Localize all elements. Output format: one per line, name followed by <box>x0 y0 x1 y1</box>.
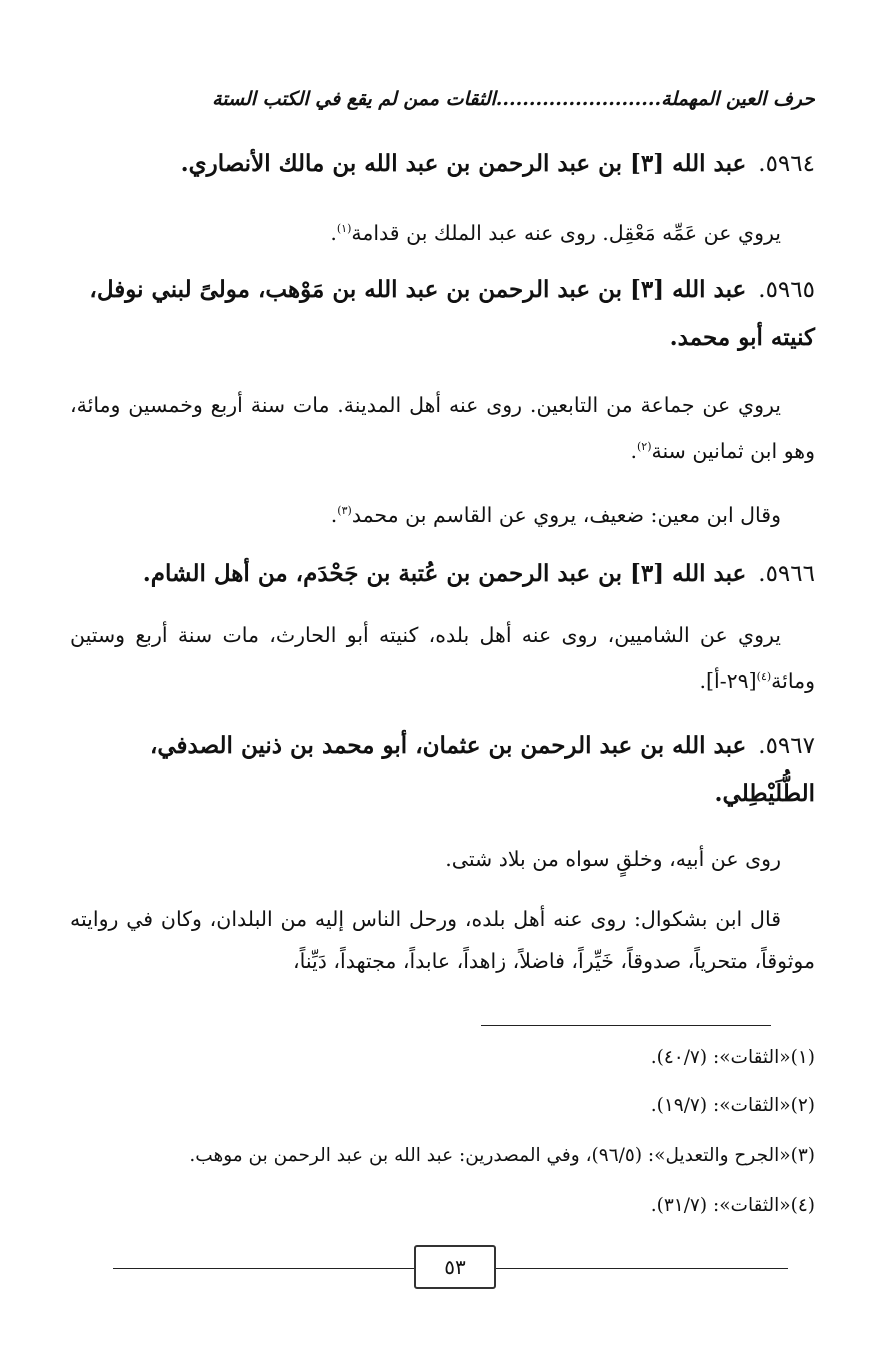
entry-title: عبد الله [٣] بن عبد الرحمن بن عبد الله بن مَوْهب، مولىً لبني نوفل، كنيته أبو محمد. <box>89 276 815 351</box>
paragraph-text: يروي عن جماعة من التابعين. روى عنه أهل المدينة. مات سنة أربع وخمسين ومائة، وهو ابن ثمانين سنة <box>70 393 815 463</box>
footer-rule-left <box>113 1268 414 1269</box>
entry-paragraph <box>70 838 815 880</box>
entry-title: عبد الله [٣] بن عبد الرحمن بن عبد الله بن مالك الأنصاري. <box>180 150 747 177</box>
paragraph-text: يروي عن الشاميين، روى عنه أهل بلده، كنيته أبو الحارث، مات سنة أربع وستين ومائة <box>70 623 815 693</box>
entry-heading <box>70 266 815 362</box>
entry-paragraph <box>70 384 815 472</box>
page-number <box>414 1245 496 1289</box>
entry-number: ٥٩٦٥. <box>758 277 815 303</box>
footnote: (٤)«الثقات»: (٣١/٧). <box>650 1195 815 1216</box>
paragraph-end: . <box>330 220 337 245</box>
footnote: (٣)«الجرح والتعديل»: (٩٦/٥)، وفي المصدرين: عبد الله بن عبد الرحمن بن موهب. <box>189 1145 815 1166</box>
entry-heading <box>70 550 815 598</box>
entry-number: ٥٩٦٤. <box>758 151 815 177</box>
paragraph-end: [٢٩-أ]. <box>699 668 757 693</box>
entry-paragraph <box>70 614 815 702</box>
paragraph-text: يروي عن عَمِّه مَعْقِل. روى عنه عبد الملك بن قدامة <box>351 220 781 245</box>
entry-number: ٥٩٦٦. <box>758 561 815 587</box>
entry-title: عبد الله بن عبد الرحمن بن عثمان، أبو محمد بن ذنين الصدفي، الطُّلَيْطِلي. <box>149 732 815 807</box>
paragraph-text: وقال ابن معين: ضعيف، يروي عن القاسم بن محمد <box>351 502 781 527</box>
footnote-marker: (٣) <box>337 504 352 517</box>
entry-heading <box>70 140 815 188</box>
entry-paragraph <box>70 898 815 982</box>
paragraph-end: . <box>330 502 338 527</box>
footnote-marker: (٢) <box>636 440 652 453</box>
entry-heading <box>70 722 815 818</box>
paragraph-end: . <box>630 438 637 463</box>
page-number-text: ٥٣ <box>444 1255 466 1279</box>
entry-number: ٥٩٦٧. <box>758 733 815 759</box>
paragraph-text: روى عن أبيه، وخلقٍ سواه من بلاد شتى. <box>445 847 781 871</box>
footnote-separator <box>481 1025 771 1026</box>
entry-paragraph <box>70 490 815 536</box>
paragraph-text: قال ابن بشكوال: روى عنه أهل بلده، ورحل الناس إليه من البلدان، وكان في روايته موثوقاً، متحرياً، صدوقاً، خَيِّراً، فاضلاً، زاهداً، عابداً، مجتهداً، دَيِّناً، <box>70 907 815 973</box>
footnote-marker: (٤) <box>756 670 772 683</box>
footnote: (١)«الثقات»: (٤٠/٧). <box>650 1047 815 1068</box>
footer-rule-right <box>496 1268 788 1269</box>
footnote-marker: (١) <box>336 222 352 235</box>
footnote: (٢)«الثقات»: (١٩/٧). <box>650 1095 815 1116</box>
entry-paragraph <box>70 208 815 254</box>
running-head: حرف العين المهملة.........................الثقات ممن لم يقع في الكتب الستة <box>212 88 815 110</box>
entry-title: عبد الله [٣] بن عبد الرحمن بن عُتبة بن جَحْدَم، من أهل الشام. <box>142 560 747 587</box>
